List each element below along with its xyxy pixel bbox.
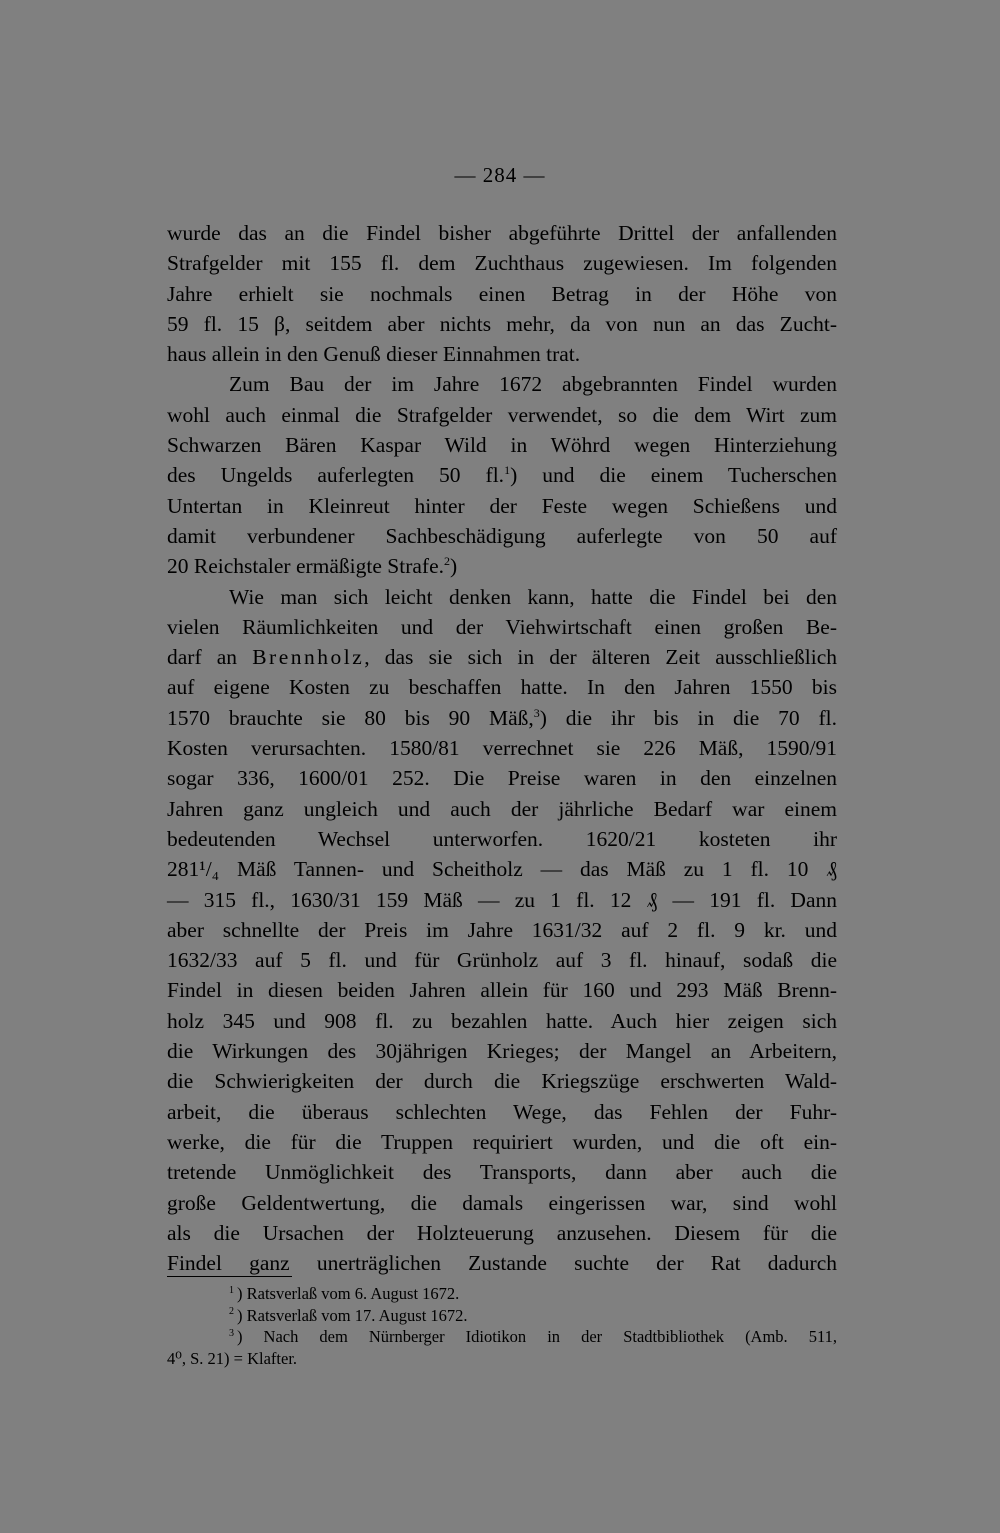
- text-segment: ): [450, 554, 458, 579]
- text-line: [167, 460, 837, 490]
- text-segment: darf an: [167, 645, 253, 670]
- text-line: [167, 672, 837, 702]
- text-segment: Findel in diesen beiden Jahren allein für 160 und 293 Mäß Brenn-: [167, 978, 837, 1003]
- text-segment: ) und die einem Tucherschen: [510, 463, 837, 488]
- text-line: [167, 975, 837, 1005]
- text-segment: Schwarzen Bären Kaspar Wild in Wöhrd wegen Hinterziehung: [167, 433, 837, 458]
- text-segment: auf eigene Kosten zu beschaffen hatte. In den Jahren 1550 bis: [167, 675, 837, 700]
- text-line: [167, 945, 837, 975]
- text-segment: Findel ganz unerträglichen Zustande suchte der Rat dadurch: [167, 1251, 837, 1276]
- text-segment: 1570 brauchte sie 80 bis 90 Mäß,: [167, 705, 534, 730]
- footnote: [167, 1305, 837, 1327]
- text-segment: damit verbundener Sachbeschädigung auferlegte von 50 auf: [167, 523, 837, 548]
- footnote-rule: [167, 1276, 292, 1277]
- footnotes: [167, 1283, 837, 1369]
- body-text: [167, 218, 837, 1278]
- text-segment: sogar 336, 1600/01 252. Die Preise waren in den einzelnen: [167, 766, 837, 791]
- text-line: [167, 703, 837, 733]
- text-line: [167, 1218, 837, 1248]
- text-line: [167, 1036, 837, 1066]
- text-line: [167, 733, 837, 763]
- footnote-text: ) Ratsverlaß vom 17. August 1672.: [237, 1305, 468, 1325]
- text-line: [167, 1127, 837, 1157]
- text-segment: 1632/33 auf 5 fl. und für Grünholz auf 3 fl. hinauf, sodaß die: [167, 948, 837, 973]
- footnote-reference: 2: [444, 554, 451, 569]
- text-segment: die Wirkungen des 30jährigen Krieges; der Mangel an Arbeitern,: [167, 1039, 837, 1064]
- text-line: [167, 1157, 837, 1187]
- text-line: [167, 551, 837, 581]
- text-line: [167, 612, 837, 642]
- footnote: [167, 1348, 837, 1370]
- text-segment: Untertan in Kleinreut hinter der Feste wegen Schießens und: [167, 493, 837, 518]
- footnote-reference: 1: [504, 463, 511, 478]
- text-segment: Jahre erhielt sie nochmals einen Betrag in der Höhe von: [167, 281, 837, 306]
- text-segment: große Geldentwertung, die damals eingerissen war, sind wohl: [167, 1190, 837, 1215]
- text-segment: 281¹/₄ Mäß Tannen- und Scheitholz — das Mäß zu 1 fl. 10 ₰: [167, 857, 837, 882]
- text-line: [167, 1097, 837, 1127]
- text-segment: Jahren ganz ungleich und auch der jährliche Bedarf war einem: [167, 796, 837, 821]
- text-line: [167, 339, 837, 369]
- text-line: [167, 1066, 837, 1096]
- text-segment: arbeit, die überaus schlechten Wege, das Fehlen der Fuhr-: [167, 1099, 837, 1124]
- text-segment: werke, die für die Truppen requiriert wurden, und die oft ein-: [167, 1129, 837, 1154]
- text-segment: vielen Räumlichkeiten und der Viehwirtschaft einen großen Be-: [167, 614, 837, 639]
- footnote-text: 4⁰, S. 21) = Klafter.: [167, 1348, 298, 1368]
- text-segment: — 315 fl., 1630/31 159 Mäß — zu 1 fl. 12 ₰ — 191 fl. Dann: [167, 887, 837, 912]
- text-segment: des Ungelds auferlegten 50 fl.: [167, 463, 505, 488]
- text-segment: , das sie sich in der älteren Zeit ausschließlich: [364, 645, 837, 670]
- text-line: [167, 521, 837, 551]
- text-segment: holz 345 und 908 fl. zu bezahlen hatte. Auch hier zeigen sich: [167, 1008, 837, 1033]
- spaced-emphasis: Brennholz: [252, 645, 365, 670]
- footnote-mark: 2: [229, 1306, 234, 1317]
- text-line: [167, 885, 837, 915]
- text-line: [167, 794, 837, 824]
- text-line: [167, 854, 837, 884]
- text-line: [167, 430, 837, 460]
- text-segment: tretende Unmöglichkeit des Transports, dann aber auch die: [167, 1160, 837, 1185]
- text-segment: ) die ihr bis in die 70 fl.: [539, 705, 837, 730]
- text-line: [167, 218, 837, 248]
- text-segment: 59 fl. 15 β, seitdem aber nichts mehr, da von nun an das Zucht-: [167, 311, 837, 336]
- text-segment: wohl auch einmal die Strafgelder verwendet, so die dem Wirt zum: [167, 402, 837, 427]
- text-line: [167, 642, 837, 672]
- text-segment: bedeutenden Wechsel unterworfen. 1620/21 kosteten ihr: [167, 826, 837, 851]
- footnote: [167, 1283, 837, 1305]
- text-line: [167, 1006, 837, 1036]
- text-segment: Zum Bau der im Jahre 1672 abgebrannten Findel wurden: [229, 372, 837, 397]
- text-segment: 20 Reichstaler ermäßigte Strafe.: [167, 554, 445, 579]
- text-line: [167, 309, 837, 339]
- text-line: [167, 491, 837, 521]
- text-line: [167, 279, 837, 309]
- text-line: [167, 400, 837, 430]
- text-segment: Strafgelder mit 155 fl. dem Zuchthaus zugewiesen. Im folgenden: [167, 251, 837, 276]
- footnote-reference: 3: [533, 705, 540, 720]
- footnote-mark: 1: [229, 1284, 234, 1296]
- text-segment: wurde das an die Findel bisher abgeführte Drittel der anfallenden: [167, 221, 837, 245]
- text-segment: haus allein in den Genuß dieser Einnahmen trat.: [167, 342, 581, 367]
- text-line: [167, 248, 837, 278]
- page-number: — 284 —: [454, 163, 546, 187]
- footnote-text: ) Nach dem Nürnberger Idiotikon in der Stadtbibliothek (Amb. 511,: [237, 1327, 837, 1346]
- text-segment: als die Ursachen der Holzteuerung anzusehen. Diesem für die: [167, 1220, 837, 1245]
- text-line: [167, 1188, 837, 1218]
- footnote-mark: 3: [229, 1327, 234, 1339]
- text-line: [167, 824, 837, 854]
- text-line: [167, 763, 837, 793]
- text-line: [167, 369, 837, 399]
- text-line: [167, 582, 837, 612]
- footnote: [167, 1326, 837, 1348]
- text-line: [167, 1248, 837, 1278]
- text-line: [167, 915, 837, 945]
- text-segment: aber schnellte der Preis im Jahre 1631/32 auf 2 fl. 9 kr. und: [167, 917, 837, 942]
- text-segment: Kosten verursachten. 1580/81 verrechnet sie 226 Mäß, 1590/91: [167, 736, 837, 761]
- text-segment: Wie man sich leicht denken kann, hatte die Findel bei den: [229, 584, 837, 609]
- footnote-text: ) Ratsverlaß vom 6. August 1672.: [237, 1284, 460, 1303]
- text-segment: die Schwierigkeiten der durch die Kriegszüge erschwerten Wald-: [167, 1069, 837, 1094]
